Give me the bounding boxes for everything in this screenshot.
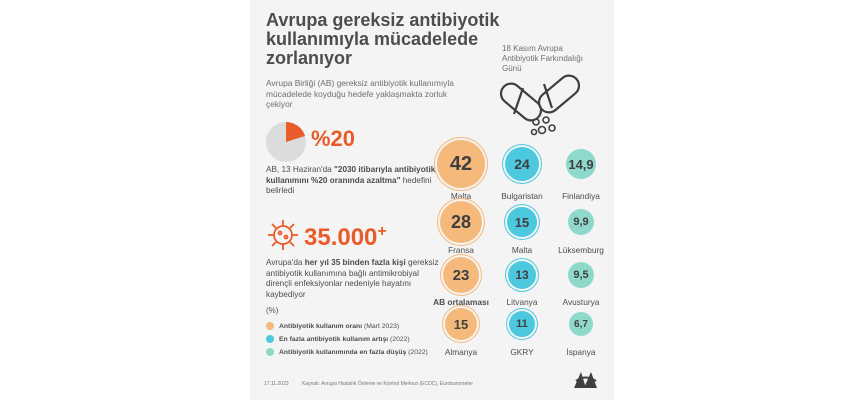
page-title: Avrupa gereksiz antibiyotik kullanımıyla mücadelede zorlanıyor [266,10,500,68]
target-pie-chart [266,122,306,162]
increase-label: Malta [511,245,533,255]
intro-text: Avrupa Birliği (AB) gereksiz antibiyotik kullanımıyla mücadelede koyduğu hedefe yaklaşmakta zorluk çekiyor [266,78,454,109]
legend-label: En fazla antibiyotik kullanım artışı (2022) [279,335,410,343]
decrease-label: Finlandiya [562,191,600,201]
increase-bubble: 24 [505,147,539,181]
increase-label: Bulgaristan [501,191,543,201]
decrease-label: Lüksemburg [558,245,604,255]
decrease-bubble: 6,7 [569,312,593,336]
decrease-bubble: 9,5 [568,262,594,288]
legend-item [266,335,410,343]
usage-bubble: 23 [443,257,479,293]
awareness-day-label: 18 Kasım Avrupa Antibiyotik Farkındalığı Günü [502,44,583,73]
capsule-icon [490,70,590,142]
usage-bubble: 15 [445,308,477,340]
target-percent: %20 [311,126,356,151]
deaths-number: 35.000+ [304,223,387,251]
increase-label: GKRY [510,347,534,357]
footer-source: Kaynak: Avrupa Hastalık Önleme ve Kontrol Merkezi (ECDC), Eurobarometer [302,381,474,387]
legend-item [266,322,399,330]
increase-bubble: 11 [509,311,535,337]
increase-label: Litvanya [506,297,538,307]
usage-label: AB ortalaması [433,297,489,307]
footer-date: 17.11.2023 [264,381,289,387]
legend-item [266,348,428,356]
aa-logo-icon [572,369,598,389]
increase-bubble: 13 [508,261,536,289]
usage-label: Almanya [444,347,478,357]
bacteria-icon [266,218,300,252]
legend-dot [266,335,274,343]
decrease-label: İspanya [566,347,596,357]
increase-bubble: 15 [507,207,537,237]
target-text: AB, 13 Haziran'da "2030 itibarıyla antibiyotik kullanımını %20 oranında azaltma" hedefini belirledi [266,165,436,195]
legend-label: Antibiyotik kullanımında en fazla düşüş (2022) [279,348,428,356]
usage-label: Fransa [448,245,474,255]
usage-label: Malta [450,191,472,201]
legend-dot [266,348,274,356]
usage-bubble: 28 [440,201,482,243]
decrease-label: Avusturya [562,297,600,307]
decrease-bubble: 14,9 [566,149,596,179]
legend-dot [266,322,274,330]
usage-bubble: 42 [437,140,485,188]
decrease-bubble: 9,9 [568,209,594,235]
legend-label: Antibiyotik kullanım oranı (Mart 2023) [279,322,400,330]
unit-label: (%) [266,306,279,315]
deaths-text: Avrupa'da her yıl 35 binden fazla kişi gereksiz antibiyotik kullanımına bağlı antimikrobiyal dirençli enfeksiyonlar nedeniyle hayatını kaybediyor [266,258,439,299]
infographic-card [250,0,614,400]
